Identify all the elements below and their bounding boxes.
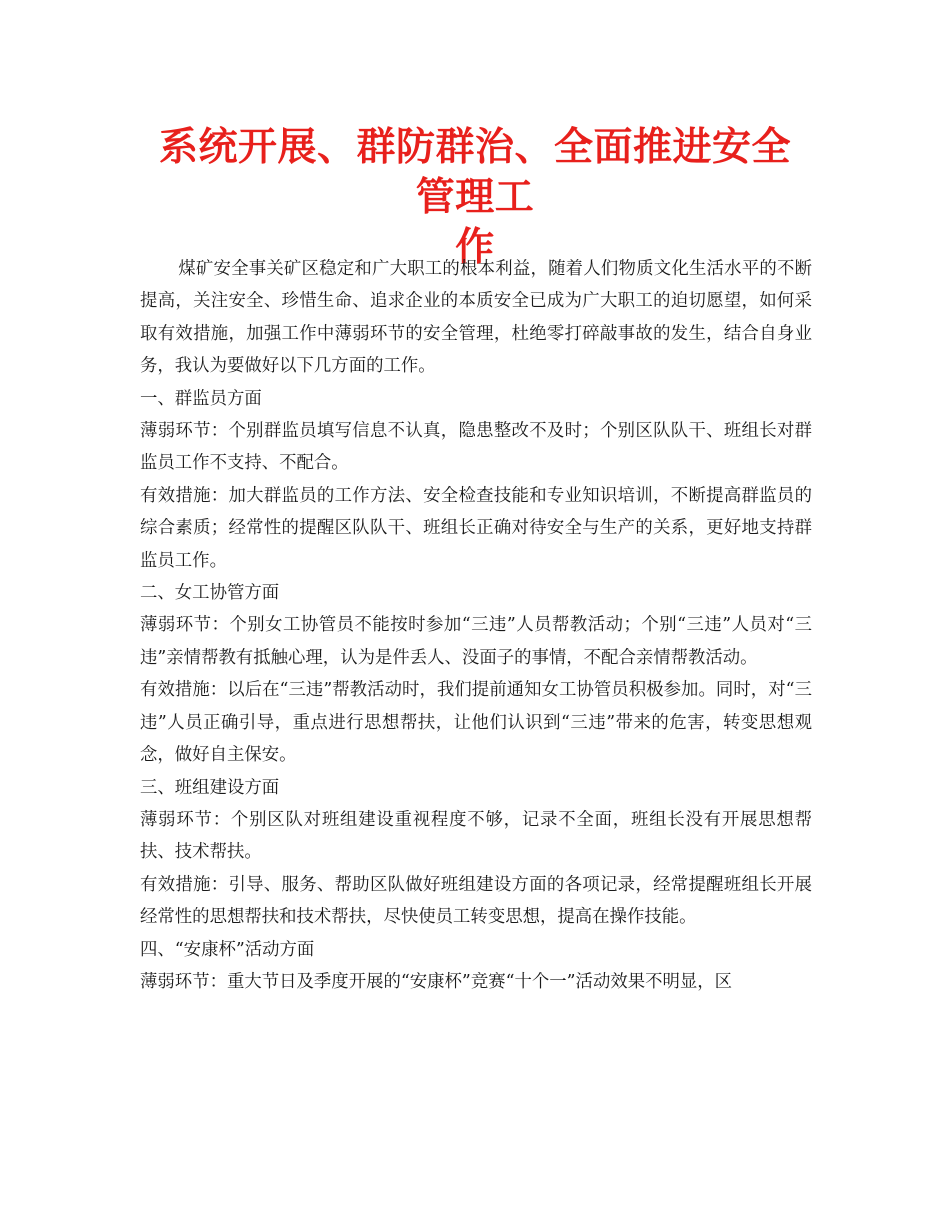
paragraph: 薄弱环节：个别区队对班组建设重视程度不够，记录不全面，班组长没有开展思想帮扶、技术帮扶。	[140, 809, 812, 863]
title-line-2: 作	[455, 224, 495, 270]
paragraph: 有效措施：以后在“三违”帮教活动时，我们提前通知女工协管员积极参加。同时，对“三违”人员正确引导，重点进行思想帮扶，让他们认识到“三违”带来的危害，转变思想观念，做好自主保安。	[140, 680, 812, 766]
section-heading: 三、班组建设方面	[140, 777, 280, 798]
document-title	[140, 122, 810, 272]
document-body	[140, 253, 812, 998]
section-heading: 四、“安康杯”活动方面	[140, 939, 315, 960]
paragraph: 薄弱环节：个别群监员填写信息不认真，隐患整改不及时；个别区队队干、班组长对群监员工作不支持、不配合。	[140, 421, 812, 474]
paragraph: 有效措施：引导、服务、帮助区队做好班组建设方面的各项记录，经常提醒班组长开展经常性的思想帮扶和技术帮扶，尽快使员工转变思想，提高在操作技能。	[140, 874, 812, 928]
intro-paragraph: 煤矿安全事关矿区稳定和广大职工的根本利益，随着人们物质文化生活水平的不断提高，关注安全、珍惜生命、追求企业的本质安全已成为广大职工的迫切愿望，如何采取有效措施，加强工作中薄弱环节的安全管理，杜绝零打碎敲事故的发生，结合自身业务，我认为要做好以下几方面的工作。	[140, 259, 812, 377]
paragraph: 薄弱环节：重大节日及季度开展的“安康杯”竞赛“十个一”活动效果不明显，区	[140, 971, 733, 992]
paragraph: 有效措施：加大群监员的工作方法、安全检查技能和专业知识培训，不断提高群监员的综合素质；经常性的提醒区队队干、班组长正确对待安全与生产的关系，更好地支持群监员工作。	[140, 485, 812, 571]
paragraph: 薄弱环节：个别女工协管员不能按时参加“三违”人员帮教活动；个别“三违”人员对“三违”亲情帮教有抵触心理，认为是件丢人、没面子的事情，不配合亲情帮教活动。	[140, 615, 812, 668]
title-line-1: 系统开展、群防群治、全面推进安全管理工	[158, 124, 791, 220]
section-heading: 二、女工协管方面	[140, 583, 280, 604]
section-heading: 一、群监员方面	[140, 388, 262, 409]
